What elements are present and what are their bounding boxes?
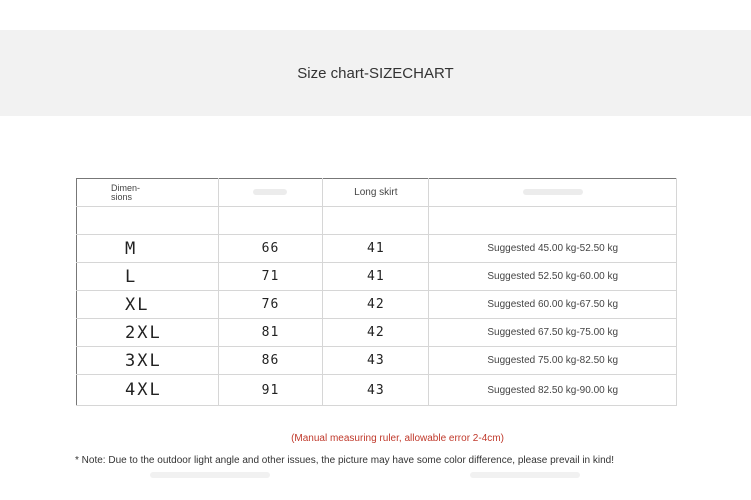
length-value: 42 (323, 319, 429, 347)
size-label: XL (77, 291, 219, 319)
length-value: 41 (323, 263, 429, 291)
empty-cell (218, 207, 322, 235)
table-subheader-row (77, 207, 677, 235)
chest-value: 91 (218, 375, 322, 406)
header-dimensions-line1: Dimen- (111, 182, 141, 193)
table-row (77, 235, 677, 263)
weight-value: Suggested 75.00 kg-82.50 kg (429, 347, 677, 375)
faded-header-text (253, 189, 287, 195)
weight-value: Suggested 60.00 kg-67.50 kg (429, 291, 677, 319)
weight-value: Suggested 45.00 kg-52.50 kg (429, 235, 677, 263)
length-value: 41 (323, 235, 429, 263)
size-label: 3XL (77, 347, 219, 375)
header-dimensions (77, 179, 219, 207)
size-chart-table (76, 178, 677, 406)
table-row (77, 263, 677, 291)
length-value: 43 (323, 375, 429, 406)
measurement-note: (Manual measuring ruler, allowable error 2-4cm) (291, 433, 504, 444)
weight-value: Suggested 67.50 kg-75.00 kg (429, 319, 677, 347)
faded-header-text (523, 189, 583, 195)
size-label: 2XL (77, 319, 219, 347)
size-label: 4XL (77, 375, 219, 406)
weight-value: Suggested 82.50 kg-90.00 kg (429, 375, 677, 406)
header-length: Long skirt (323, 179, 429, 207)
color-disclaimer: * Note: Due to the outdoor light angle and other issues, the picture may have some color difference, please prevail in kind! (75, 455, 615, 466)
header-chest (218, 179, 322, 207)
empty-cell (77, 207, 219, 235)
header-weight (429, 179, 677, 207)
table-row (77, 291, 677, 319)
faded-text-smudge (470, 472, 580, 478)
size-label: L (77, 263, 219, 291)
table-row (77, 375, 677, 406)
empty-cell (429, 207, 677, 235)
chest-value: 71 (218, 263, 322, 291)
faded-text-smudge (150, 472, 270, 478)
page-title: Size chart-SIZECHART (297, 64, 454, 82)
empty-cell (323, 207, 429, 235)
size-label: M (77, 235, 219, 263)
table-header-row (77, 179, 677, 207)
header-dimensions-line2: sions (111, 191, 133, 202)
table-row (77, 319, 677, 347)
title-banner (0, 30, 751, 116)
table-row (77, 347, 677, 375)
chest-value: 66 (218, 235, 322, 263)
chest-value: 76 (218, 291, 322, 319)
length-value: 42 (323, 291, 429, 319)
chest-value: 86 (218, 347, 322, 375)
length-value: 43 (323, 347, 429, 375)
chest-value: 81 (218, 319, 322, 347)
weight-value: Suggested 52.50 kg-60.00 kg (429, 263, 677, 291)
